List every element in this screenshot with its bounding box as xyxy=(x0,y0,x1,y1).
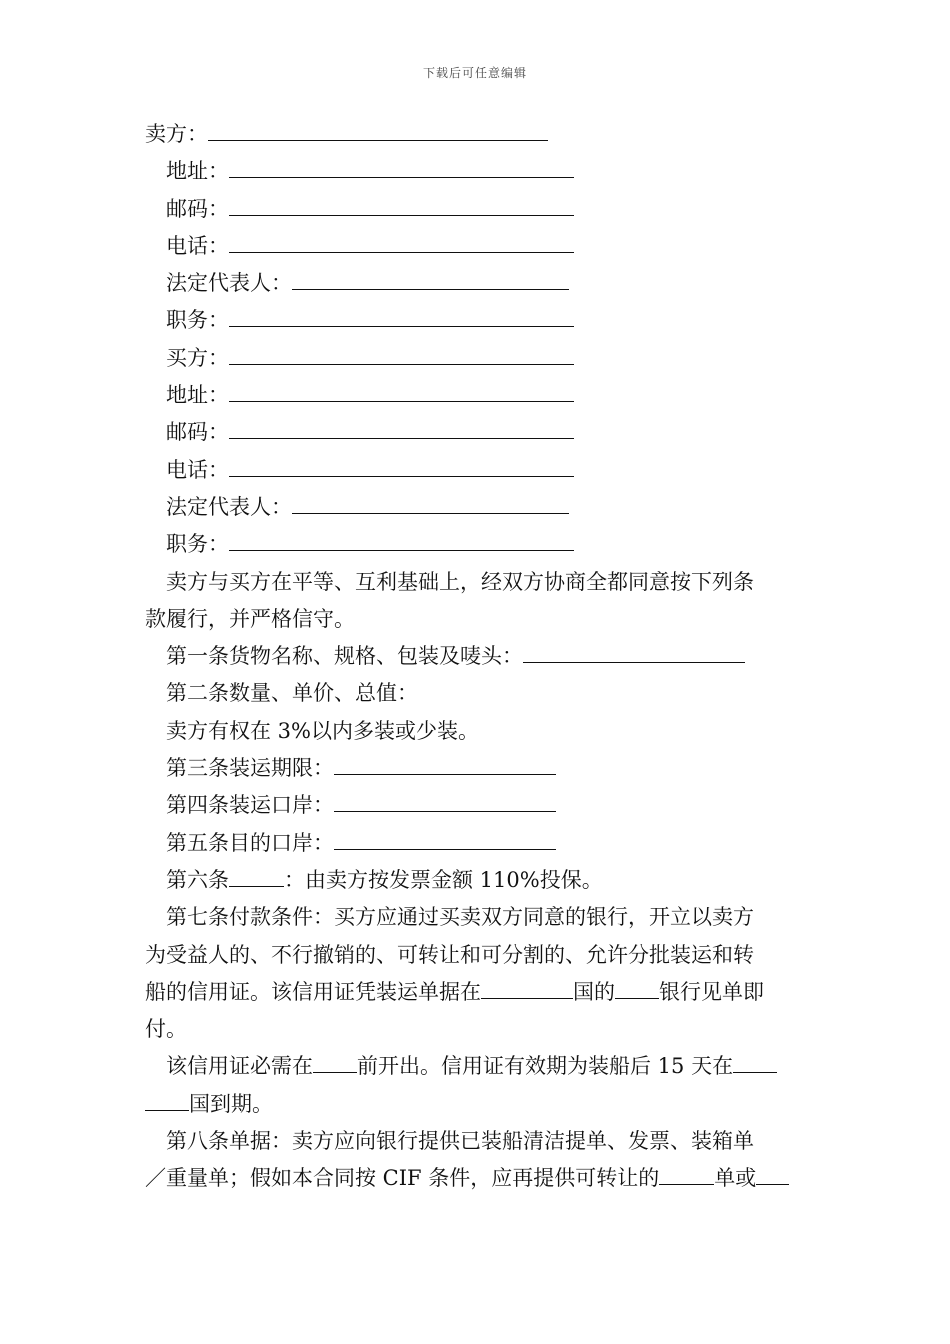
party-field-row xyxy=(145,489,810,526)
party-fields xyxy=(145,116,810,564)
article-7-line: 付。 xyxy=(145,1017,187,1042)
party-field-label: 邮码： xyxy=(166,196,229,221)
article-3-blank[interactable] xyxy=(334,750,556,775)
article-8-text: 单或 xyxy=(714,1166,757,1191)
article-8-text: ／重量单；假如本合同按 CIF 条件，应再提供可转让的 xyxy=(145,1166,660,1191)
article-2-label: 第二条数量、单价、总值： xyxy=(166,681,418,706)
article-6-prefix: 第六条 xyxy=(166,867,229,892)
article-7-text: 银行见单即 xyxy=(659,979,764,1004)
party-field-blank[interactable] xyxy=(208,116,548,141)
contract-body xyxy=(145,116,810,1198)
party-field-label: 邮码： xyxy=(166,420,229,445)
page-header: 下载后可任意编辑 xyxy=(422,66,527,80)
party-field-blank[interactable] xyxy=(229,302,574,327)
quantity-note xyxy=(145,713,810,750)
intro-line: 卖方与买方在平等、互利基础上，经双方协商全都同意按下列条 xyxy=(166,569,754,594)
article-7-line: 为受益人的、不行撤销的、可转让和可分割的、允许分批装运和转 xyxy=(145,942,754,967)
article-8-doc-blank-2[interactable] xyxy=(756,1160,789,1185)
article-7 xyxy=(145,899,810,1048)
article-1 xyxy=(145,638,810,675)
lc-text: 该信用证必需在 xyxy=(166,1054,313,1079)
party-field-row xyxy=(145,302,810,339)
party-field-blank[interactable] xyxy=(229,191,574,216)
party-field-blank[interactable] xyxy=(229,452,574,477)
article-3-label: 第三条装运期限： xyxy=(166,756,334,781)
lc-text: 国到期。 xyxy=(189,1091,273,1116)
article-8 xyxy=(145,1123,810,1198)
article-8-line: 第八条单据：卖方应向银行提供已装船清洁提单、发票、装箱单 xyxy=(166,1129,754,1154)
article-7-line xyxy=(145,974,810,1011)
party-field-row xyxy=(145,191,810,228)
party-field-label: 电话： xyxy=(166,457,229,482)
article-7-country-blank[interactable] xyxy=(481,974,573,999)
article-6-suffix: ：由卖方按发票金额 110%投保。 xyxy=(284,867,603,892)
party-field-label: 法定代表人： xyxy=(166,271,292,296)
article-6 xyxy=(145,862,810,899)
lc-country-blank-a[interactable] xyxy=(733,1048,777,1073)
article-7-line: 第七条付款条件：买方应通过买卖双方同意的银行，开立以卖方 xyxy=(166,905,754,930)
article-2 xyxy=(145,675,810,712)
party-field-blank[interactable] xyxy=(229,377,574,402)
lc-date-blank[interactable] xyxy=(313,1048,357,1073)
party-field-blank[interactable] xyxy=(292,265,569,290)
party-field-blank[interactable] xyxy=(229,526,574,551)
article-3 xyxy=(145,750,810,787)
party-field-blank[interactable] xyxy=(229,228,574,253)
party-field-label: 法定代表人： xyxy=(166,494,292,519)
party-field-label: 职务： xyxy=(166,532,229,557)
party-field-blank[interactable] xyxy=(292,489,569,514)
article-5 xyxy=(145,825,810,862)
party-field-row xyxy=(145,526,810,563)
party-field-blank[interactable] xyxy=(229,340,574,365)
party-field-label: 电话： xyxy=(166,233,229,258)
article-6-blank[interactable] xyxy=(229,862,284,887)
party-field-label: 地址： xyxy=(166,383,229,408)
quantity-note-text: 卖方有权在 3%以内多装或少装。 xyxy=(166,718,479,743)
article-5-blank[interactable] xyxy=(334,825,556,850)
party-field-label: 卖方： xyxy=(145,122,208,146)
party-field-row xyxy=(145,265,810,302)
party-field-label: 地址： xyxy=(166,159,229,184)
article-5-label: 第五条目的口岸： xyxy=(166,830,334,855)
article-7-bank-blank[interactable] xyxy=(615,974,659,999)
lc-country-blank-b[interactable] xyxy=(145,1086,189,1111)
article-7-text: 船的信用证。该信用证凭装运单据在 xyxy=(145,979,481,1004)
article-1-label: 第一条货物名称、规格、包装及唛头： xyxy=(166,644,523,669)
party-field-row xyxy=(145,377,810,414)
intro-line: 款履行，并严格信守。 xyxy=(145,606,355,631)
lc-line xyxy=(145,1086,810,1123)
intro-paragraph xyxy=(145,564,810,639)
party-field-label: 职务： xyxy=(166,308,229,333)
article-4 xyxy=(145,787,810,824)
lc-text: 前开出。信用证有效期为装船后 15 天在 xyxy=(357,1054,734,1079)
article-8-line xyxy=(145,1160,810,1197)
party-field-row xyxy=(145,340,810,377)
party-field-blank[interactable] xyxy=(229,414,574,439)
party-field-row xyxy=(145,153,810,190)
article-1-blank[interactable] xyxy=(523,638,745,663)
party-field-row xyxy=(145,116,810,153)
party-field-row xyxy=(145,228,810,265)
party-field-row xyxy=(145,414,810,451)
lc-paragraph xyxy=(145,1048,810,1123)
article-7-text: 国的 xyxy=(573,979,615,1004)
lc-line xyxy=(145,1048,810,1085)
article-4-blank[interactable] xyxy=(334,787,556,812)
party-field-blank[interactable] xyxy=(229,153,574,178)
party-field-label: 买方： xyxy=(166,345,229,370)
article-4-label: 第四条装运口岸： xyxy=(166,793,334,818)
article-8-doc-blank[interactable] xyxy=(659,1160,714,1185)
party-field-row xyxy=(145,452,810,489)
